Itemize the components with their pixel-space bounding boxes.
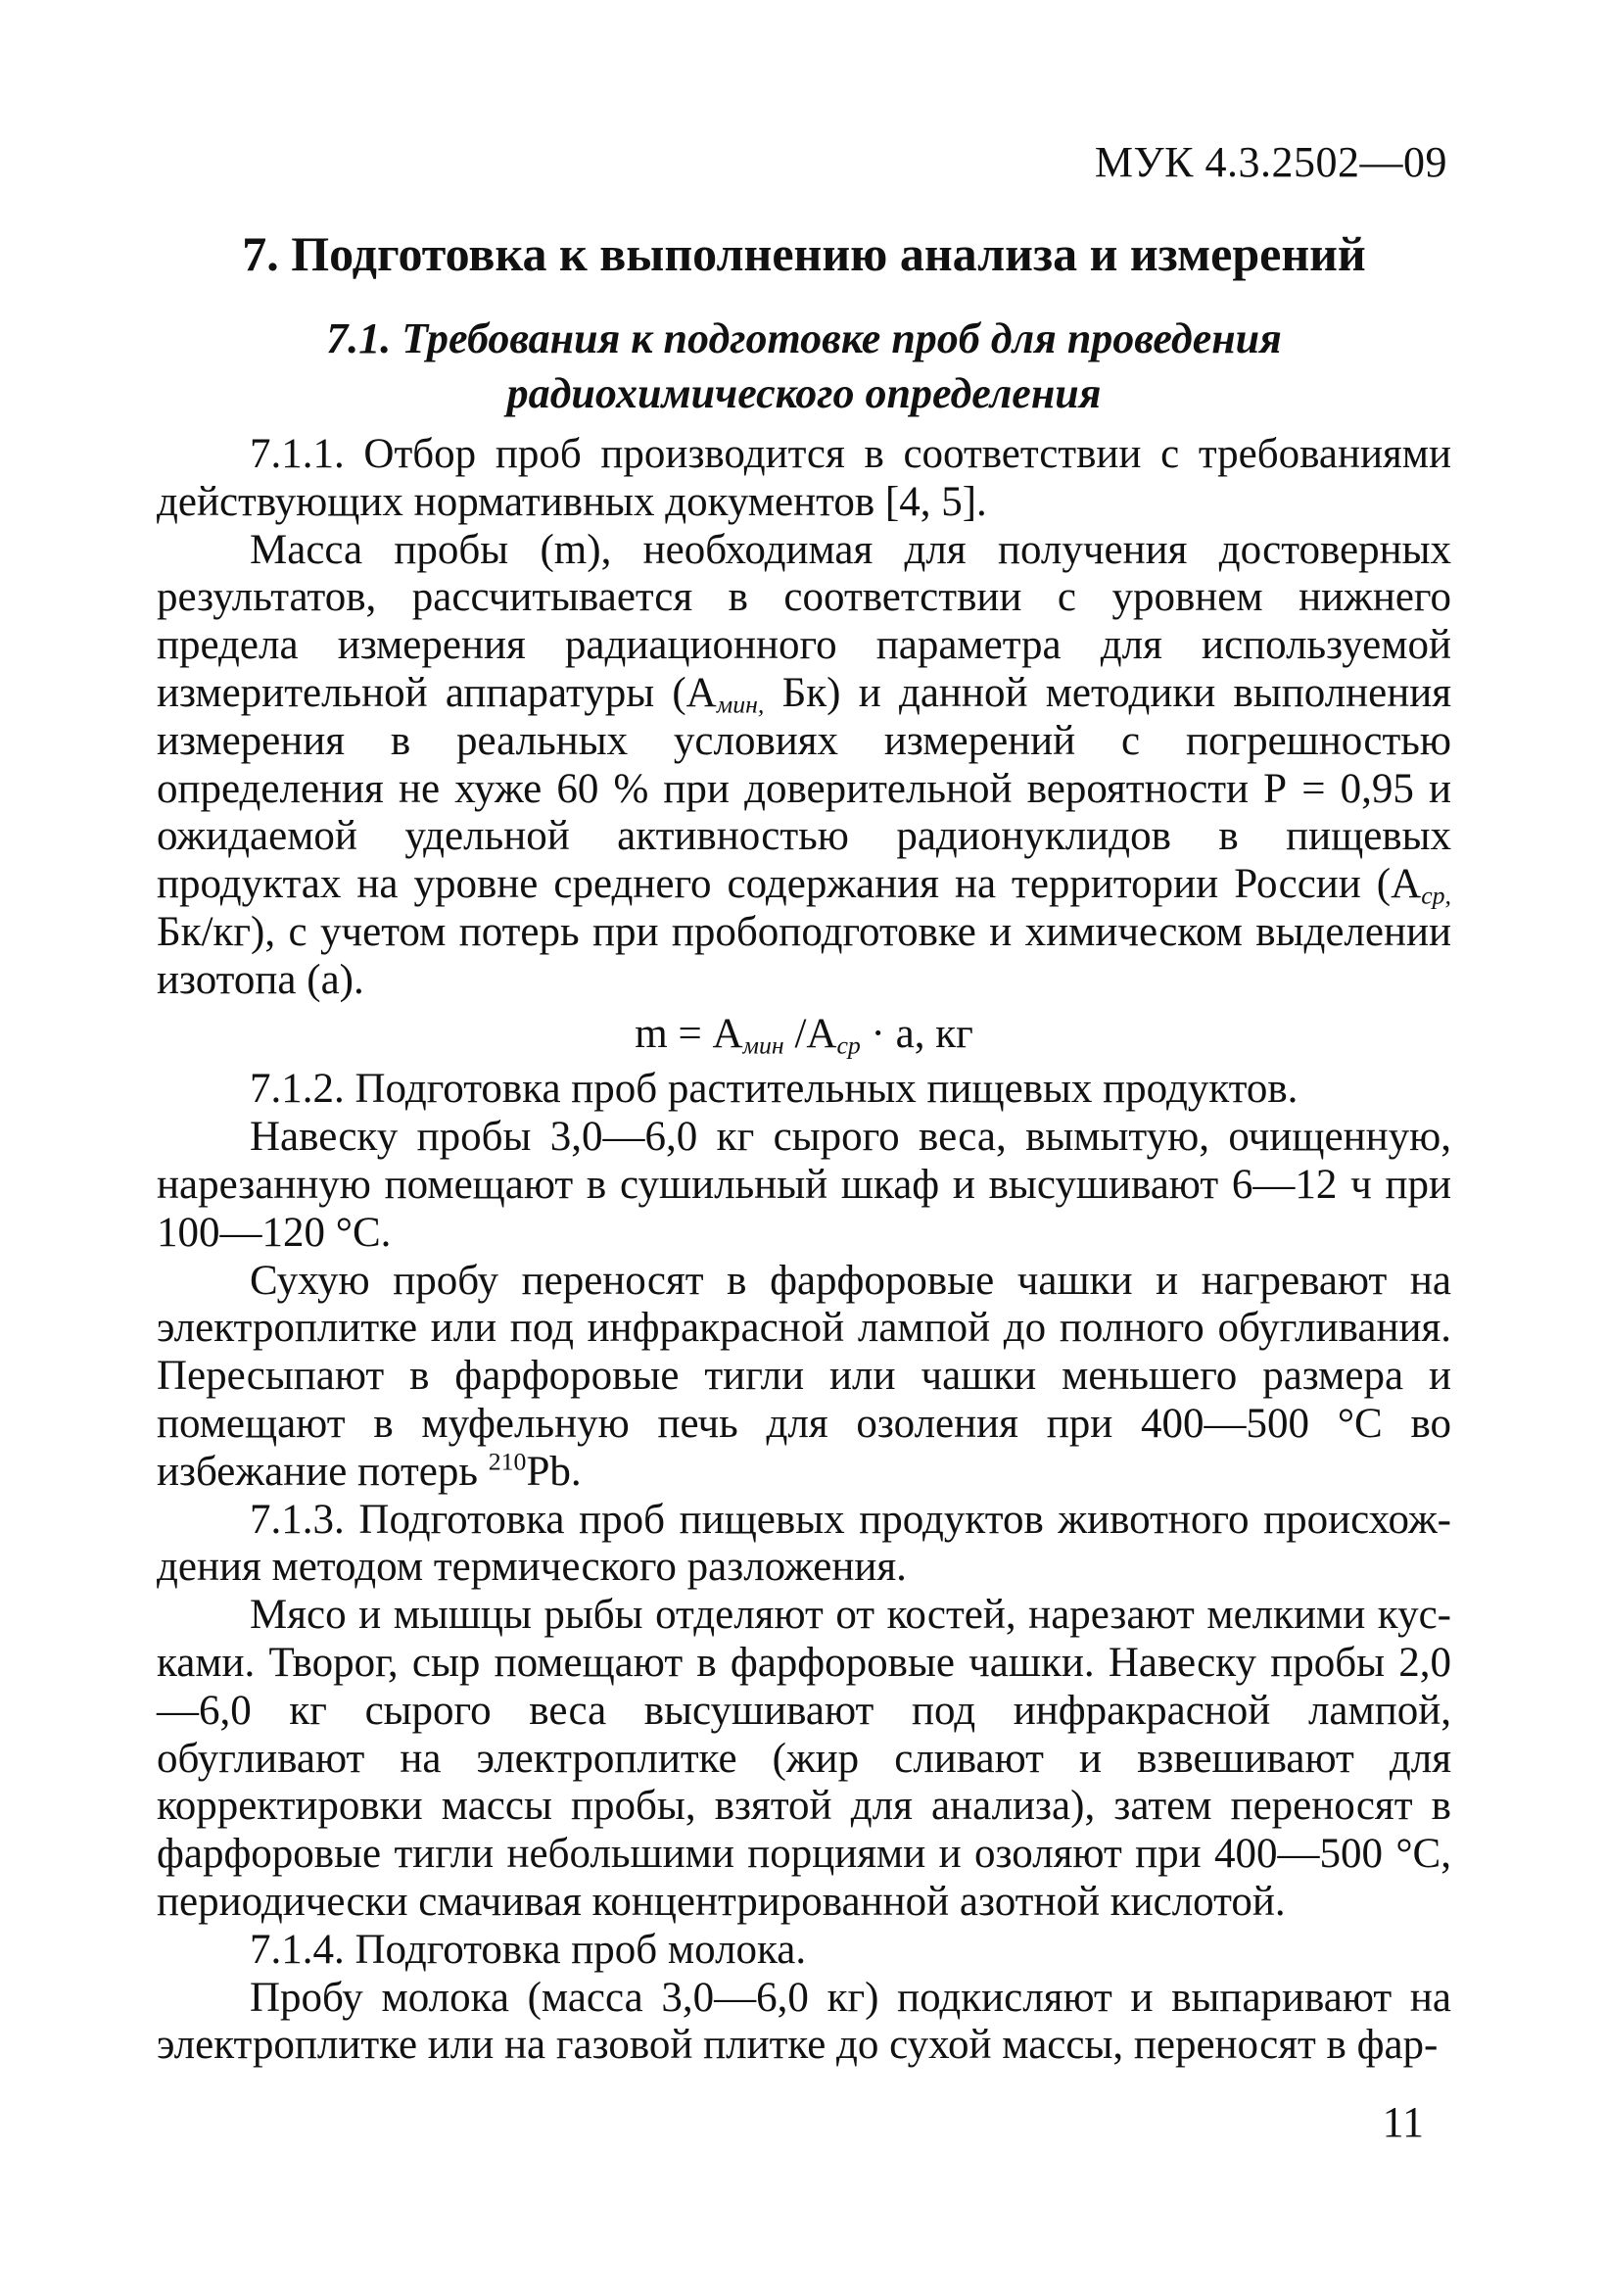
paragraph-milk: Пробу молока (масса 3,0—6,0 кг) подкисляют и выпаривают на электроплитке или на газовой плитке до сухой массы, переносят в фар- bbox=[157, 1974, 1451, 2069]
paragraph-7-1-2: 7.1.2. Подготовка проб растительных пищевых продуктов. bbox=[250, 1066, 1299, 1113]
subsection-title bbox=[157, 311, 1451, 421]
formula-subscript-avg: ср bbox=[836, 1030, 861, 1059]
dry-sample-text: Сухую пробу переносят в фарфоровые чашки и нагревают на электроплитке или под инфракрасной лампой до полного обугливания. Пересыпают в фарфоровые тигли или чашки меньшего размера и помещают в муфельную печь для озоления при 400—500 °С во избежание потерь bbox=[157, 1257, 1451, 1495]
paragraph-vegetable-sample: Навеску пробы 3,0—6,0 кг сырого веса, вымытую, очищенную, нарезанную помещают в сушильный шкаф и высушивают 6—12 ч при 100—120 °С. bbox=[157, 1114, 1451, 1256]
page-content bbox=[157, 223, 1451, 2070]
paragraph-meat-fish: Мясо и мышцы рыбы отделяют от костей, нарезают мелкими кусками. Творог, сыр помещают в фарфоровые чашки. Навеску пробы 2,0—6,0 кг сырого веса высушивают под инфракрасной лампой, обугливают на электроплитке (жир сливают и взвешивают для корректировки массы пробы, взятой для анализа), затем переносят в фарфоровые тигли небольшими порциями и озоляют при 400—500 °С, периодически смачивая концентрированной азотной кислотой. bbox=[157, 1592, 1451, 1925]
sample-mass-text-a: Масса пробы (m), необходимая для получения достоверных результатов, рассчитывается в соответствии с уровнем нижнего предела измерения радиационного параметра для используемой измерительной аппаратуры (А bbox=[157, 526, 1451, 716]
formula-part-c: · а, кг bbox=[860, 1010, 973, 1057]
mass-formula bbox=[157, 1011, 1451, 1059]
sample-mass-text-b: Бк) и данной методики выполнения измерения в реальных условиях измерений с погрешностью определения не хуже 60 % при доверительной вероятности Р = 0,95 и ожидаемой удельной активностью радионуклидов в пищевых продуктах на уровне среднего содержания на территории России (А bbox=[157, 669, 1451, 908]
formula-part-a: m = А bbox=[635, 1010, 743, 1057]
paragraph-sample-mass bbox=[157, 527, 1451, 1005]
document-code: МУК 4.3.2502—09 bbox=[1094, 138, 1447, 186]
page-number: 11 bbox=[1382, 2098, 1424, 2146]
formula-part-b: /А bbox=[783, 1010, 837, 1057]
subscript-min: мин, bbox=[716, 690, 765, 719]
subscript-avg: ср, bbox=[1421, 881, 1451, 910]
section-title: 7. Подготовка к выполнению анализа и измерений bbox=[242, 226, 1366, 281]
paragraph-7-1-3: 7.1.3. Подготовка проб пищевых продуктов животного происхождения методом термического разложения. bbox=[157, 1496, 1451, 1591]
subsection-title-line1: 7.1. Требования к подготовке проб для проведения bbox=[326, 314, 1282, 362]
formula-subscript-min: мин bbox=[742, 1030, 784, 1059]
subsection-title-line2: радиохимического определения bbox=[506, 369, 1102, 417]
paragraph-dry-sample bbox=[157, 1258, 1451, 1497]
sample-mass-text-c: Бк/кг), с учетом потерь при пробоподготовке и химическом выделении изотопа (а). bbox=[157, 908, 1451, 1003]
isotope-symbol: Pb. bbox=[526, 1448, 582, 1495]
paragraph-7-1-4: 7.1.4. Подготовка проб молока. bbox=[250, 1926, 807, 1973]
paragraph-7-1-1: 7.1.1. Отбор проб производится в соответствии с требованиями действующих нормативных документов [4, 5]. bbox=[157, 431, 1451, 525]
superscript-isotope: 210 bbox=[488, 1447, 527, 1476]
